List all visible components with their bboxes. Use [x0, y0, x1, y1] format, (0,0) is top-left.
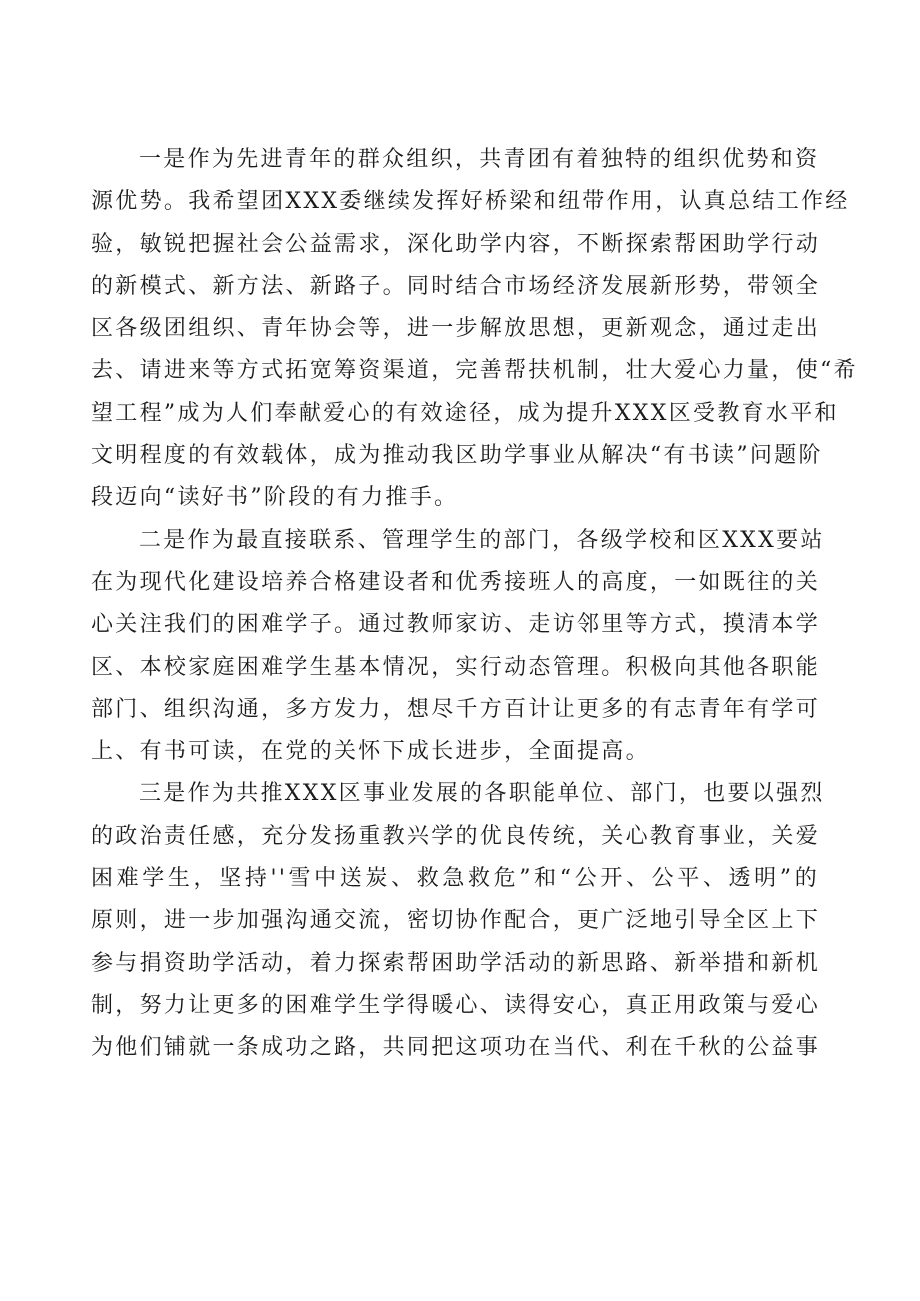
- paragraph-line: 原则，进一步加强沟通交流，密切协作配合，更广泛地引导全区上下: [91, 908, 821, 934]
- paragraph-line: 区、本校家庭困难学生基本情况，实行动态管理。积极向其他各职能: [91, 654, 821, 680]
- paragraph-line: 三是作为共推XXX区事业发展的各职能单位、部门，也要以强烈: [139, 781, 825, 807]
- paragraph-line: 部门、组织沟通，多方发力，想尽千方百计让更多的有志青年有学可: [91, 696, 821, 722]
- paragraph-line: 段迈向“读好书”阶段的有力推手。: [91, 485, 459, 511]
- paragraph-line: 区各级团组织、青年协会等，进一步解放思想，更新观念，通过走出: [91, 316, 821, 342]
- paragraph-line: 二是作为最直接联系、管理学生的部门，各级学校和区XXX要站: [139, 527, 825, 553]
- paragraph-3: [91, 773, 825, 1069]
- paragraph-line: 困难学生，坚持''雪中送炭、救急救危”和“公开、公平、透明”的: [91, 866, 819, 892]
- paragraph-line: 的政治责任感，充分发扬重教兴学的优良传统，关心教育事业，关爱: [91, 823, 821, 849]
- paragraph-line: 参与捐资助学活动，着力探索帮困助学活动的新思路、新举措和新机: [91, 950, 821, 976]
- paragraph-line: 心关注我们的困难学子。通过教师家访、走访邻里等方式，摸清本学: [91, 612, 821, 638]
- paragraph-line: 在为现代化建设培养合格建设者和优秀接班人的高度，一如既往的关: [91, 569, 821, 595]
- document-body: [91, 139, 858, 1070]
- paragraph-1: [91, 139, 858, 520]
- paragraph-line: 源优势。我希望团XXX委继续发挥好桥梁和纽带作用，认真总结工作经: [91, 189, 850, 215]
- paragraph-line: 一是作为先进青年的群众组织，共青团有着独特的组织优势和资: [139, 147, 820, 172]
- paragraph-2: [91, 520, 825, 774]
- paragraph-line: 去、请进来等方式拓宽筹资渠道，完善帮扶机制，壮大爱心力量，使“希: [91, 358, 858, 384]
- paragraph-line: 验，敏锐把握社会公益需求，深化助学内容，不断探索帮困助学行动: [91, 231, 821, 257]
- paragraph-line: 望工程”成为人们奉献爱心的有效途径，成为提升XXX区受教育水平和: [91, 400, 839, 426]
- paragraph-line: 的新模式、新方法、新路子。同时结合市场经济发展新形势，带领全: [91, 273, 821, 299]
- paragraph-line: 文明程度的有效载体，成为推动我区助学事业从解决“有书读”问题阶: [91, 443, 823, 469]
- paragraph-line: 上、有书可读，在党的关怀下成长进步，全面提高。: [91, 739, 650, 765]
- paragraph-line: 制，努力让更多的困难学生学得暖心、读得安心，真正用政策与爱心: [91, 992, 821, 1018]
- paragraph-line: 为他们铺就一条成功之路，共同把这项功在当代、利在千秋的公益事: [91, 1035, 821, 1061]
